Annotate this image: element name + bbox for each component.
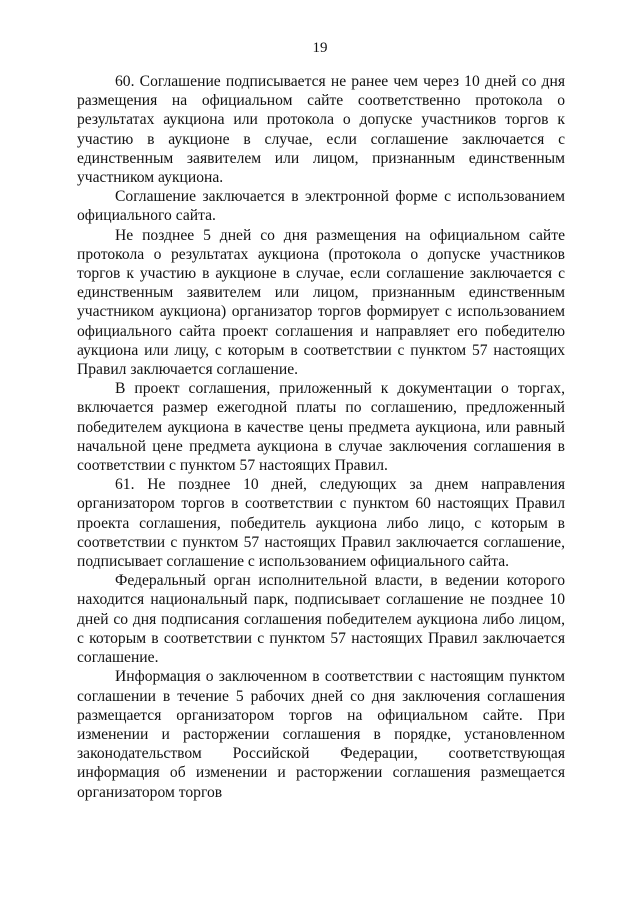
- page-number: 19: [312, 40, 328, 56]
- paragraph-information: Информация о заключенном в соответствии с настоящим пунктом соглашении в течение 5 рабочих дней со дня заключения соглашения размещается организатором торгов на официальном сайте. При изменении и расторжении соглашения в порядке, установленном законодательством Российской Федерации, соответствующая информация об изменении и расторжении соглашения размещается организатором торгов: [77, 668, 565, 801]
- paragraph-61: 61. Не позднее 10 дней, следующих за днем направления организатором торгов в соответствии с пунктом 60 настоящих Правил проекта соглашения, победитель аукциона либо лицо, с которым в соответствии с пунктом 57 настоящих Правил заключается соглашение, подписывает соглашение с использованием официального сайта.: [77, 476, 565, 571]
- document-body: [77, 72, 565, 802]
- paragraph-federal-authority: Федеральный орган исполнительной власти, в ведении которого находится национальный парк, подписывает соглашение не позднее 10 дней со дня подписания соглашения победителем аукциона либо лицом, с которым в соответствии с пунктом 57 настоящих Правил заключается соглашение.: [77, 572, 565, 667]
- paragraph-draft-agreement: Не позднее 5 дней со дня размещения на официальном сайте протокола о результатах аукциона (протокола о допуске участников торгов к участию в аукционе в случае, если соглашение заключается с единственным заявителем или лицом, признанным единственным участником аукциона) организатор торгов формирует с использованием официального сайта проект соглашения и направляет его победителю аукциона или лицу, с которым в соответствии с пунктом 57 настоящих Правил заключается соглашение.: [77, 226, 565, 379]
- paragraph-electronic-form: Соглашение заключается в электронной форме с использованием официального сайта.: [77, 188, 565, 225]
- paragraph-annual-fee: В проект соглашения, приложенный к документации о торгах, включается размер ежегодной платы по соглашению, предложенный победителем аукциона в качестве цены предмета аукциона, или равный начальной цене предмета аукциона в случае заключения соглашения в соответствии с пунктом 57 настоящих Правил.: [77, 380, 565, 475]
- paragraph-60: 60. Соглашение подписывается не ранее чем через 10 дней со дня размещения на официальном сайте соответственно протокола о результатах аукциона или протокола о допуске участников торгов к участию в аукционе в случае, если соглашение заключается с единственным заявителем или лицом, признанным единственным участником аукциона.: [77, 73, 565, 187]
